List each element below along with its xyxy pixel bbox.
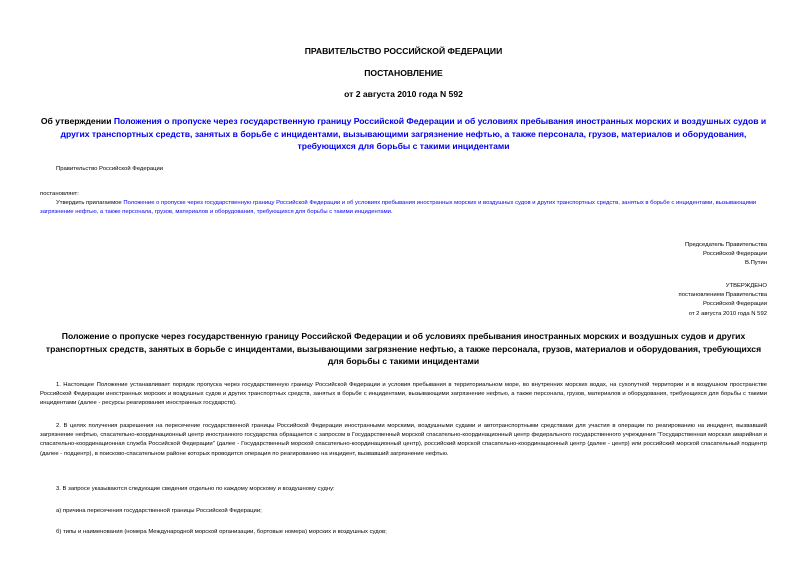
approve-paragraph bbox=[40, 199, 775, 217]
government-heading: ПРАВИТЕЛЬСТВО РОССИЙСКОЙ ФЕДЕРАЦИИ bbox=[304, 46, 503, 56]
approve-regulation-link[interactable]: Положение о пропуске через государственную границу Российской Федерации и об условиях пребывания иностранных морских и воздушных судов и других транспортных средств, занятых в борьбе с инцидентами, вызывающими загрязнение нефтью, а также персонала, грузов, материалов и оборудования, требующихся для борьбы с такими инцидентами bbox=[40, 200, 757, 216]
approval-stamp bbox=[679, 282, 767, 319]
title-prefix: Об утверждении bbox=[40, 116, 114, 126]
approval-line-1: УТВЕРЖДЕНО bbox=[725, 283, 767, 289]
approval-line-3: Российской Федерации bbox=[702, 301, 767, 308]
approve-suffix: . bbox=[390, 209, 393, 216]
government-line: Правительство Российской Федерации bbox=[56, 166, 164, 172]
signature-line-2: Российской Федерации bbox=[702, 251, 767, 258]
regulation-item-b: б) типы и наименования (номера Международной морской организации, бортовые номера) морских и воздушных судов; bbox=[56, 529, 387, 535]
signature-block bbox=[685, 241, 767, 269]
document-type-heading: ПОСТАНОВЛЕНИЕ bbox=[364, 68, 443, 78]
approval-line-4: от 2 августа 2010 года N 592 bbox=[688, 310, 767, 317]
title-regulation-link[interactable]: Положения о пропуске через государственную границу Российской Федерации и об условиях пребывания иностранных морских и воздушных судов и других транспортных средств, занятых в борьбе с инцидентами, вызывающими загрязнение нефтью, а также персонала, грузов, материалов и оборудования, требующихся для борьбы с такими инцидентами bbox=[60, 116, 767, 151]
document-title bbox=[40, 115, 767, 153]
regulation-paragraph-2: 2. В целях получения разрешения на пересечение государственной границы Российской Федерации иностранными морскими, воздушными судами и автотранспортными средствами для участия в операции по реагированию на инцидент, вызвавший загрязнение нефтью, спасательно-координационный центр иностранного государства обращается с запросом в Государственный морской спасательно-координационный центр федерального государственного учреждения "Государственная морская аварийная и спасательно-координационная служба Российской Федерации" (далее - Государственный морской спасательно-координационный центр), российский морской спасательно-координационный центр (далее - центр) или российский морской спасательный подцентр (далее - подцентр), в поисково-спасательном районе которых проводится операция по реагированию на инцидент, вызвавший загрязнение нефтью. bbox=[40, 423, 767, 457]
approve-prefix: Утвердить прилагаемое bbox=[56, 200, 124, 206]
regulation-paragraph-1: 1. Настоящее Положение устанавливает порядок пропуска через государственную границу Российской Федерации и условия пребывания в территориальном море, во внутренних морских водах, на сухопутной территории и в воздушном пространстве Российской Федерации иностранных морских и воздушных судов и других транспортных средств, занятых в борьбе с инцидентами, вызывающими загрязнение нефтью, а также персонала, грузов, материалов и оборудования, требующихся для борьбы с такими инцидентами (далее - ресурсы реагирования иностранных государств). bbox=[40, 382, 767, 407]
approval-line-2: постановлением Правительства bbox=[678, 292, 767, 299]
signature-line-1: Председатель Правительства bbox=[684, 242, 767, 248]
regulation-title: Положение о пропуске через государственную границу Российской Федерации и об условиях пребывания иностранных морских и воздушных судов и других транспортных средств, занятых в борьбе с инцидентами, вызывающими загрязнение нефтью, а также персонала, грузов, материалов и оборудования, требующихся для борьбы с такими инцидентами bbox=[45, 331, 762, 366]
regulation-paragraph-3: 3. В запросе указываются следующие сведения отдельно по каждому морскому и воздушному судну: bbox=[56, 486, 335, 492]
signature-line-3: В.Путин bbox=[745, 260, 767, 267]
regulation-item-a: а) причина пересечения государственной границы Российской Федерации; bbox=[56, 508, 262, 514]
decides-line: постановляет: bbox=[40, 191, 79, 197]
document-date-number: от 2 августа 2010 года N 592 bbox=[344, 89, 463, 99]
